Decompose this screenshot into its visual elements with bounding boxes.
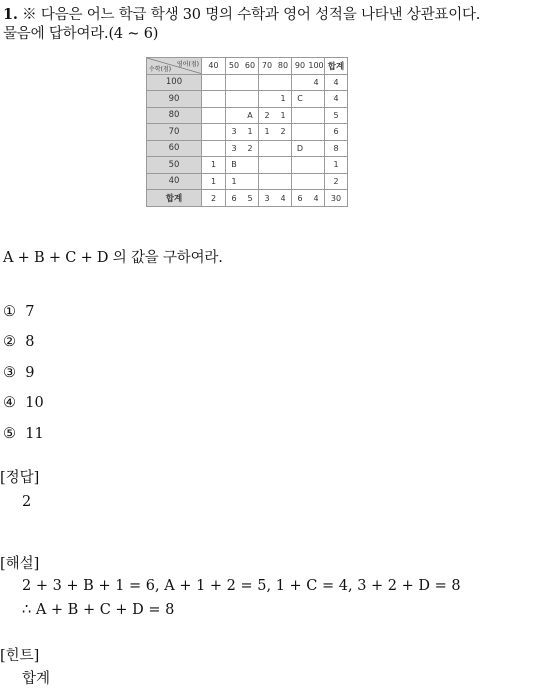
table-cell (202, 107, 226, 124)
col-header: 60 (242, 58, 259, 75)
question-text: ※ 다음은 어느 학급 학생 30 명의 수학과 영어 성적을 나타낸 상관표이다. (22, 7, 481, 23)
col-header: 90 (292, 58, 309, 75)
table-cell: 6 (292, 190, 309, 207)
col-header: 50 (226, 58, 243, 75)
question-line-2: 물음에 답하여라.(4 ~ 6) (3, 26, 159, 42)
row-header: 80 (147, 107, 202, 124)
table-cell (202, 124, 226, 141)
table-row (147, 74, 348, 91)
question-prompt: A + B + C + D 의 값을 구하여라. (3, 250, 223, 266)
col-header: 100 (308, 58, 325, 75)
table-cell (292, 124, 309, 141)
table-cell (308, 157, 325, 174)
option-value: 11 (25, 426, 44, 442)
table-cell: 1 (275, 91, 292, 108)
table-cell: 2 (242, 140, 259, 157)
option-3[interactable] (3, 365, 34, 381)
corner-label-english: 영어(점) (176, 61, 199, 68)
row-header: 100 (147, 74, 202, 91)
option-4[interactable] (3, 395, 44, 411)
row-total-cell: 1 (325, 157, 348, 174)
col-header: 80 (275, 58, 292, 75)
table-row (147, 173, 348, 190)
table-corner-cell (147, 58, 202, 75)
table-cell: A (242, 107, 259, 124)
option-value: 10 (25, 395, 44, 411)
row-total-cell: 6 (325, 124, 348, 141)
table-cell: D (292, 140, 309, 157)
table-cell: 3 (259, 190, 276, 207)
table-cell (202, 91, 226, 108)
option-marker: ① (3, 304, 16, 320)
table-row (147, 107, 348, 124)
correlation-table (146, 57, 348, 207)
table-cell (259, 74, 276, 91)
question-number: 1. (3, 6, 18, 23)
table-row (147, 124, 348, 141)
col-header-total: 합계 (325, 58, 348, 75)
hint-value: 합계 (22, 671, 51, 687)
question-line-1 (3, 3, 480, 24)
row-header: 90 (147, 91, 202, 108)
row-total-cell: 2 (325, 173, 348, 190)
row-header: 50 (147, 157, 202, 174)
explanation-line-1: 2 + 3 + B + 1 = 6, A + 1 + 2 = 5, 1 + C = 4, 3 + 2 + D = 8 (22, 578, 461, 594)
corner-label-math: 수학(점) (149, 65, 172, 73)
table-cell (308, 173, 325, 190)
row-header: 70 (147, 124, 202, 141)
table-cell: 3 (226, 124, 243, 141)
row-total-cell: 4 (325, 91, 348, 108)
option-2[interactable] (3, 334, 34, 350)
table-cell: 2 (202, 190, 226, 207)
table-row (147, 157, 348, 174)
table-cell (308, 140, 325, 157)
table-cell: 1 (202, 173, 226, 190)
table-cell (259, 91, 276, 108)
row-header: 60 (147, 140, 202, 157)
row-total-cell: 30 (325, 190, 348, 207)
option-marker: ② (3, 334, 16, 350)
table-cell (292, 107, 309, 124)
row-header-total: 합계 (147, 190, 202, 207)
row-total-cell: 5 (325, 107, 348, 124)
table-cell: 1 (259, 124, 276, 141)
table-cell (226, 107, 243, 124)
col-header: 40 (202, 58, 226, 75)
table-cell (292, 74, 309, 91)
table-cell: C (292, 91, 309, 108)
table-cell (242, 157, 259, 174)
option-1[interactable] (3, 304, 34, 320)
row-total-cell: 4 (325, 74, 348, 91)
table-cell (292, 157, 309, 174)
table-cell (275, 157, 292, 174)
table-cell: 4 (308, 74, 325, 91)
answer-value: 2 (22, 494, 32, 510)
table-cell: 2 (275, 124, 292, 141)
table-cell: B (226, 157, 243, 174)
table-cell (308, 91, 325, 108)
table-cell (202, 140, 226, 157)
option-value: 8 (25, 334, 35, 350)
table-cell (242, 91, 259, 108)
table-cell: 1 (242, 124, 259, 141)
table-header-row (147, 58, 348, 75)
row-total-cell: 8 (325, 140, 348, 157)
table-cell (275, 140, 292, 157)
table-cell (259, 140, 276, 157)
table-cell: 1 (275, 107, 292, 124)
table-cell (259, 157, 276, 174)
table-cell: 3 (226, 140, 243, 157)
table-cell (226, 91, 243, 108)
option-5[interactable] (3, 426, 44, 442)
table-cell (292, 173, 309, 190)
table-cell (275, 173, 292, 190)
table-cell: 1 (202, 157, 226, 174)
option-value: 7 (25, 304, 35, 320)
option-marker: ⑤ (3, 426, 16, 442)
table-cell: 4 (275, 190, 292, 207)
table-row (147, 140, 348, 157)
explanation-line-2: ∴ A + B + C + D = 8 (22, 602, 175, 618)
table-cell (226, 74, 243, 91)
row-header: 40 (147, 173, 202, 190)
table-cell (259, 173, 276, 190)
table-cell (308, 107, 325, 124)
col-header: 70 (259, 58, 276, 75)
table-cell: 1 (226, 173, 243, 190)
option-marker: ③ (3, 365, 16, 381)
table-cell: 5 (242, 190, 259, 207)
table-cell (308, 124, 325, 141)
option-value: 9 (25, 365, 35, 381)
table-cell: 6 (226, 190, 243, 207)
answer-heading: [정답] (0, 470, 40, 486)
hint-heading: [힌트] (0, 648, 40, 664)
table-cell (202, 74, 226, 91)
option-marker: ④ (3, 395, 16, 411)
table-cell: 4 (308, 190, 325, 207)
table-cell (242, 173, 259, 190)
table-cell: 2 (259, 107, 276, 124)
table-total-row (147, 190, 348, 207)
table-cell (275, 74, 292, 91)
explanation-heading: [해설] (0, 556, 40, 572)
table-cell (242, 74, 259, 91)
table-row (147, 91, 348, 108)
